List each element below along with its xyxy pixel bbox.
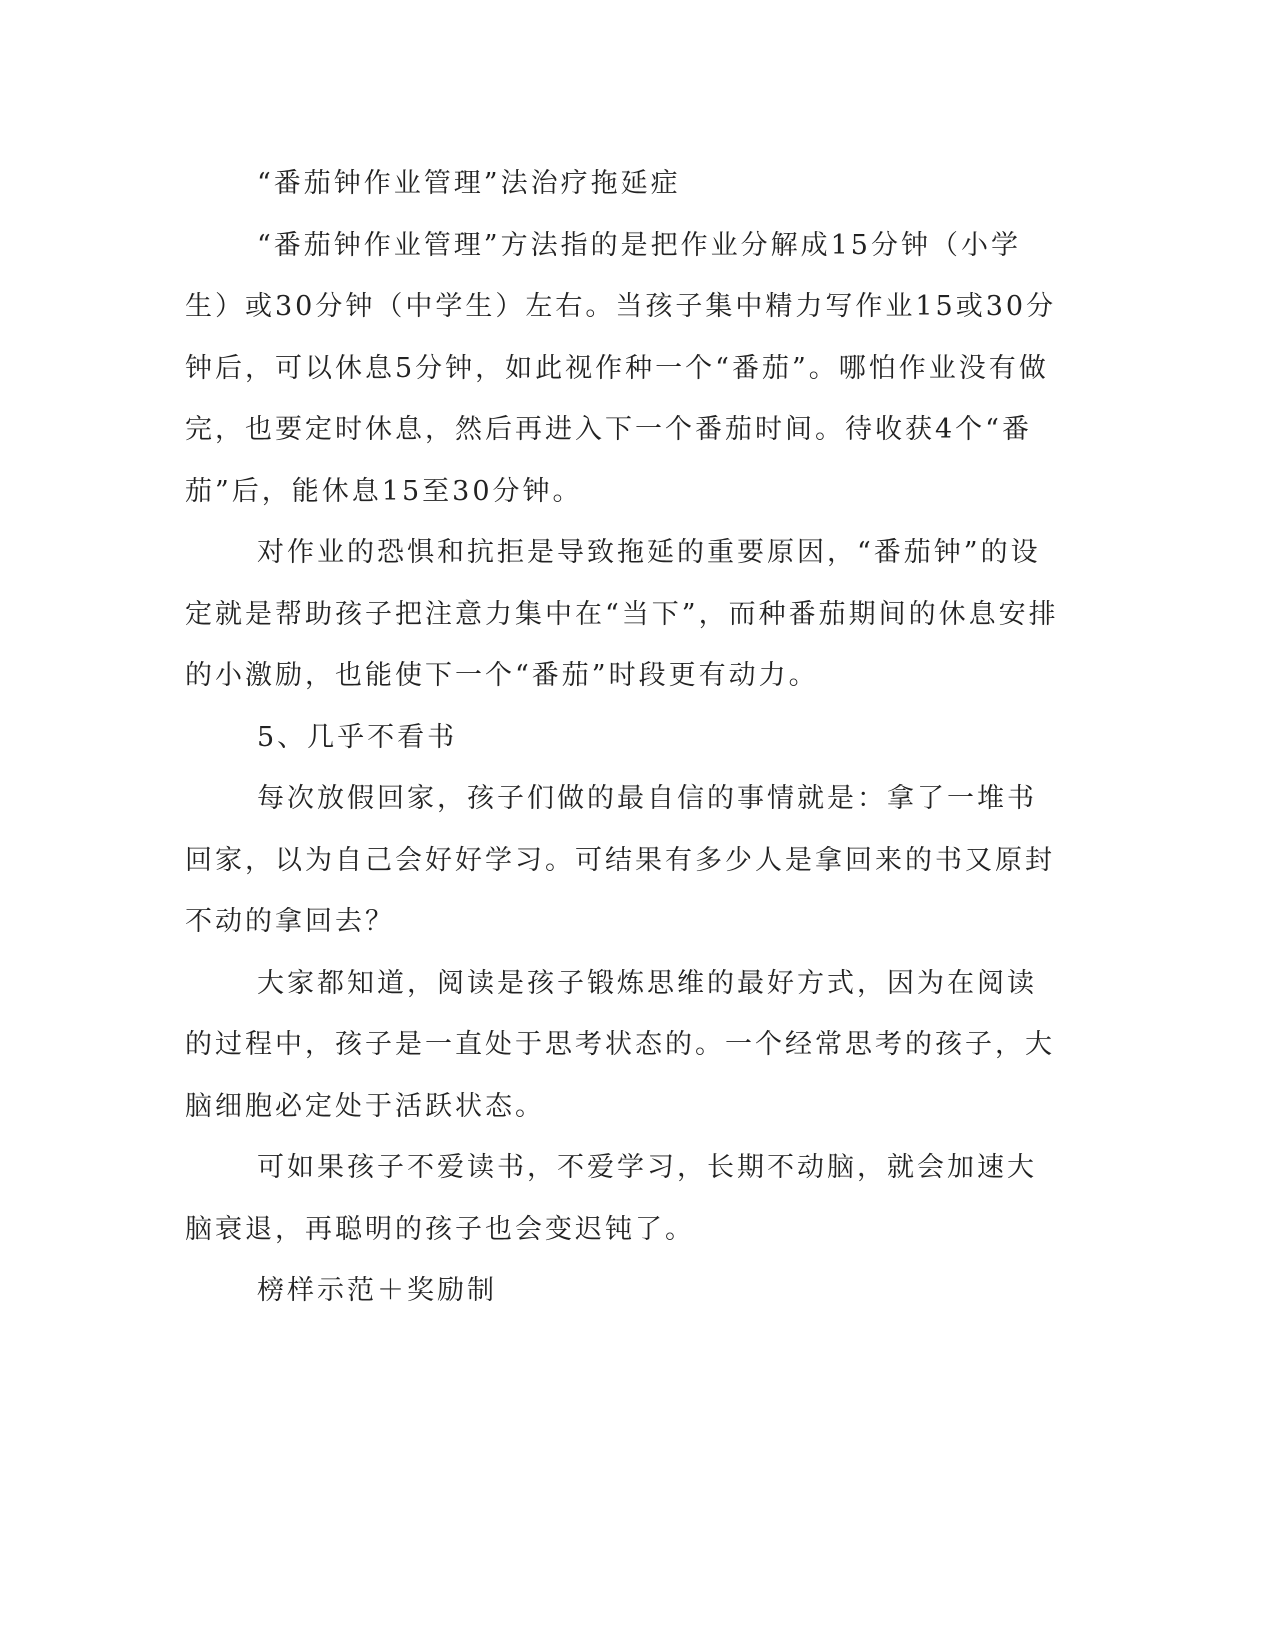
paragraph-pomodoro-method: “番茄钟作业管理”方法指的是把作业分解成15分钟（小学生）或30分钟（中学生）左右。当孩子集中精力写作业15或30分钟后，可以休息5分钟，如此视作种一个“番茄”。哪怕作业没有做完，也要定时休息，然后再进入下一个番茄时间。待收获4个“番茄”后，能休息15至30分钟。: [185, 229, 1057, 507]
document-body: [185, 153, 1065, 1322]
paragraph-brain-decline: 可如果孩子不爱读书，不爱学习，长期不动脑，就会加速大脑衰退，再聪明的孩子也会变迟钝了。: [185, 1152, 1037, 1245]
section-heading-reading: 5、几乎不看书: [257, 721, 458, 753]
paragraph-pomodoro-purpose: 对作业的恐惧和抗拒是导致拖延的重要原因，“番茄钟”的设定就是帮助孩子把注意力集中在“当下”，而种番茄期间的休息安排的小激励，也能使下一个“番茄”时段更有动力。: [185, 537, 1059, 691]
section-heading-role-model: 榜样示范＋奖励制: [257, 1275, 497, 1306]
paragraph-reading-benefits: 大家都知道，阅读是孩子锻炼思维的最好方式，因为在阅读的过程中，孩子是一直处于思考状态的。一个经常思考的孩子，大脑细胞必定处于活跃状态。: [185, 967, 1055, 1122]
paragraph-holiday-books: 每次放假回家，孩子们做的最自信的事情就是：拿了一堆书回家，以为自己会好好学习。可结果有多少人是拿回来的书又原封不动的拿回去？: [185, 783, 1055, 937]
section-heading-pomodoro: “番茄钟作业管理”法治疗拖延症: [257, 168, 681, 199]
